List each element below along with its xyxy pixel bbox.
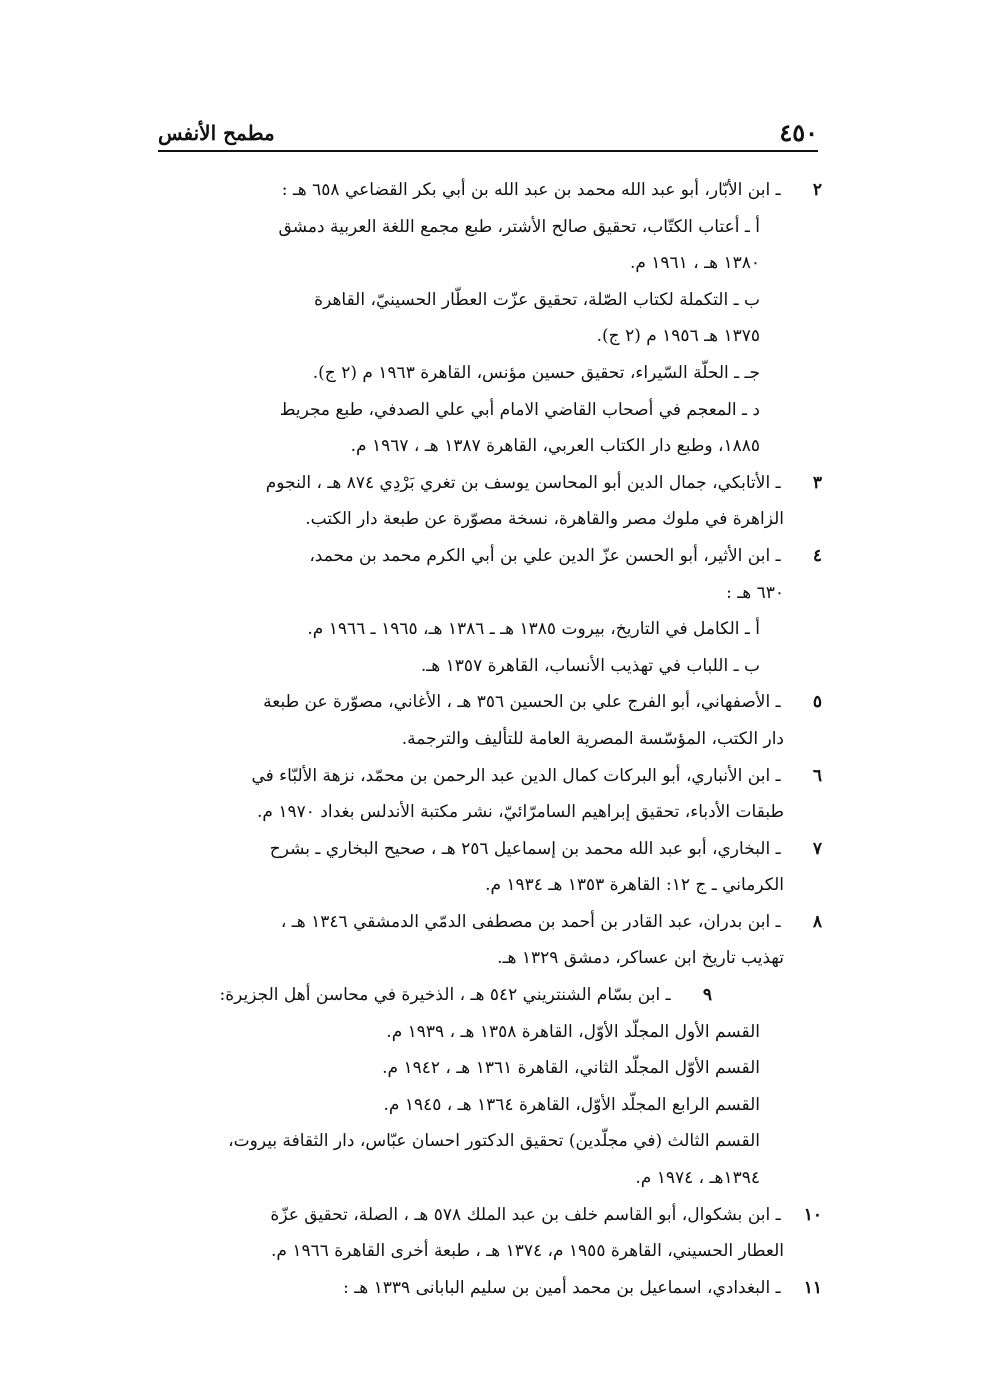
entry-text: ـ الأصفهاني، أبو الفرج علي بن الحسين ٣٥٦ هـ ، الأغاني، مصوّرة عن طبعة bbox=[263, 692, 781, 713]
entry-number: ٨ bbox=[812, 911, 822, 932]
entry-text: دار الكتب، المؤسّسة المصرية العامة للتأليف والترجمة. bbox=[401, 728, 784, 749]
entry-text: ـ ابن بدران، عبد القادر بن أحمد بن مصطفى الدمّي الدمشقي ١٣٤٦ هـ ، bbox=[280, 911, 781, 932]
entry-number: ٦ bbox=[812, 765, 822, 786]
entry-text: ـ البغدادي، اسماعيل بن محمد أمين بن سليم البابانى ١٣٣٩ هـ : bbox=[343, 1277, 781, 1298]
entry-text: ١٣٩٤هـ ، ١٩٧٤ م. bbox=[635, 1168, 760, 1189]
entry-continuation-line bbox=[150, 648, 822, 685]
entry-text: ـ ابن الأنباري، أبو البركات كمال الدين عبد الرحمن بن محمّد، نزهة الألبّاء في bbox=[251, 765, 781, 786]
entry-text: ـ ابن بسّام الشنتريني ٥٤٢ هـ ، الذخيرة في محاسن أهل الجزيرة: bbox=[219, 985, 671, 1006]
entry-text: ـ الأتابكي، جمال الدين أبو المحاسن يوسف بن تغري بَرْدِي ٨٧٤ هـ ، النجوم bbox=[265, 472, 781, 493]
entry-text: أ ـ أعتاب الكتّاب، تحقيق صالح الأشتر، طبع مجمع اللغة العربية دمشق bbox=[278, 216, 760, 237]
entry-line bbox=[150, 1270, 822, 1307]
entry-text: القسم الأول المجلّد الأوّل، القاهرة ١٣٥٨ هـ ، ١٩٣٩ م. bbox=[386, 1021, 760, 1042]
page-number: ٤٥٠ bbox=[779, 118, 818, 147]
entry-number: ٣ bbox=[812, 472, 822, 493]
entry-text: ٦٣٠ هـ : bbox=[726, 582, 784, 603]
page-title: مطمح الأنفس bbox=[158, 121, 275, 145]
entry-number: ٩ bbox=[702, 985, 712, 1006]
entry-text: القسم الثالث (في مجلّدين) تحقيق الدكتور احسان عبّاس، دار الثقافة بيروت، bbox=[228, 1131, 760, 1152]
entry-continuation-line bbox=[150, 1014, 822, 1051]
entry-continuation-line bbox=[150, 501, 822, 538]
entry-continuation-line bbox=[150, 1160, 822, 1197]
entry-text: ١٨٨٥، وطبع دار الكتاب العربي، القاهرة ١٣٨٧ هـ ، ١٩٦٧ م. bbox=[350, 436, 760, 457]
entry-continuation-line bbox=[150, 867, 822, 904]
entry-number: ٤ bbox=[812, 545, 822, 566]
entry-number: ٥ bbox=[812, 692, 822, 713]
bibliography-list bbox=[150, 172, 822, 1306]
entry-text: ١٣٨٠ هـ ، ١٩٦١ م. bbox=[629, 253, 760, 274]
entry-line bbox=[150, 538, 822, 575]
entry-text: العطار الحسيني، القاهرة ١٩٥٥ م، ١٣٧٤ هـ ، طبعة أخرى القاهرة ١٩٦٦ م. bbox=[271, 1241, 784, 1262]
entry-text: طبقات الأدباء، تحقيق إبراهيم السامرّائيّ، نشر مكتبة الأندلس بغداد ١٩٧٠ م. bbox=[257, 802, 784, 823]
entry-continuation-line bbox=[150, 355, 822, 392]
entry-continuation-line bbox=[150, 392, 822, 429]
entry-text: الزاهرة في ملوك مصر والقاهرة، نسخة مصوّرة عن طبعة دار الكتب. bbox=[305, 509, 784, 530]
entry-continuation-line bbox=[150, 1123, 822, 1160]
entry-text: تهذيب تاريخ ابن عساكر، دمشق ١٣٢٩ هـ. bbox=[497, 948, 784, 969]
entry-text: القسم الأوّل المجلّد الثاني، القاهرة ١٣٦١ هـ ، ١٩٤٢ م. bbox=[382, 1058, 760, 1079]
entry-text: ـ ابن الأثير، أبو الحسن عزّ الدين علي بن أبي الكرم محمد بن محمد، bbox=[309, 545, 781, 566]
entry-line bbox=[150, 172, 822, 209]
entry-text: د ـ المعجم في أصحاب القاضي الامام أبي علي الصدفي، طبع مجريط bbox=[279, 399, 760, 420]
page-header bbox=[158, 116, 818, 150]
entry-line bbox=[150, 684, 822, 721]
entry-continuation-line bbox=[150, 282, 822, 319]
entry-continuation-line bbox=[150, 245, 822, 282]
entry-text: ـ البخاري، أبو عبد الله محمد بن إسماعيل ٢٥٦ هـ ، صحيح البخاري ـ بشرح bbox=[269, 838, 781, 859]
entry-number: ١١ bbox=[803, 1277, 822, 1298]
entry-continuation-line bbox=[150, 794, 822, 831]
entry-line bbox=[150, 758, 822, 795]
entry-continuation-line bbox=[150, 1087, 822, 1124]
entry-text: ـ ابن الأبّار، أبو عبد الله محمد بن عبد الله بن أبي بكر القضاعي ٦٥٨ هـ : bbox=[281, 180, 781, 200]
entry-text: جـ ـ الحلّة السّيراء، تحقيق حسين مؤنس، القاهرة ١٩٦٣ م (٢ ج). bbox=[312, 362, 760, 383]
entry-continuation-line bbox=[150, 209, 822, 246]
entry-line bbox=[150, 465, 822, 502]
entry-continuation-line bbox=[150, 575, 822, 612]
entry-continuation-line bbox=[150, 611, 822, 648]
entry-line bbox=[150, 1197, 822, 1234]
entry-text: ـ ابن بشكوال، أبو القاسم خلف بن عبد الملك ٥٧٨ هـ ، الصلة، تحقيق عزّة bbox=[270, 1204, 781, 1225]
entry-continuation-line bbox=[150, 1233, 822, 1270]
entry-text: الكرماني ـ ج ١٢: القاهرة ١٣٥٣ هـ ١٩٣٤ م. bbox=[485, 875, 784, 896]
entry-continuation-line bbox=[150, 940, 822, 977]
entry-number: ١٠ bbox=[803, 1204, 822, 1225]
entry-text: أ ـ الكامل في التاريخ، بيروت ١٣٨٥ هـ ـ ١٣٨٦ هـ، ١٩٦٥ ـ ١٩٦٦ م. bbox=[307, 619, 760, 640]
entry-text: ب ـ التكملة لكتاب الصّلة، تحقيق عزّت العطّار الحسينيّ، القاهرة bbox=[314, 289, 760, 310]
entry-continuation-line bbox=[150, 721, 822, 758]
entry-line bbox=[150, 831, 822, 868]
entry-number: ٧ bbox=[812, 838, 822, 859]
entry-text: ١٣٧٥ هـ ١٩٥٦ م (٢ ج). bbox=[596, 326, 760, 347]
entry-continuation-line bbox=[150, 428, 822, 465]
entry-line bbox=[150, 977, 822, 1014]
entry-continuation-line bbox=[150, 318, 822, 355]
entry-text: القسم الرابع المجلّد الأوّل، القاهرة ١٣٦٤ هـ ، ١٩٤٥ م. bbox=[383, 1094, 760, 1115]
entry-number: ٢ bbox=[812, 180, 822, 200]
entry-line bbox=[150, 904, 822, 941]
entry-text: ب ـ اللباب في تهذيب الأنساب، القاهرة ١٣٥٧ هـ. bbox=[420, 655, 760, 676]
header-rule bbox=[158, 150, 818, 152]
entry-continuation-line bbox=[150, 1050, 822, 1087]
